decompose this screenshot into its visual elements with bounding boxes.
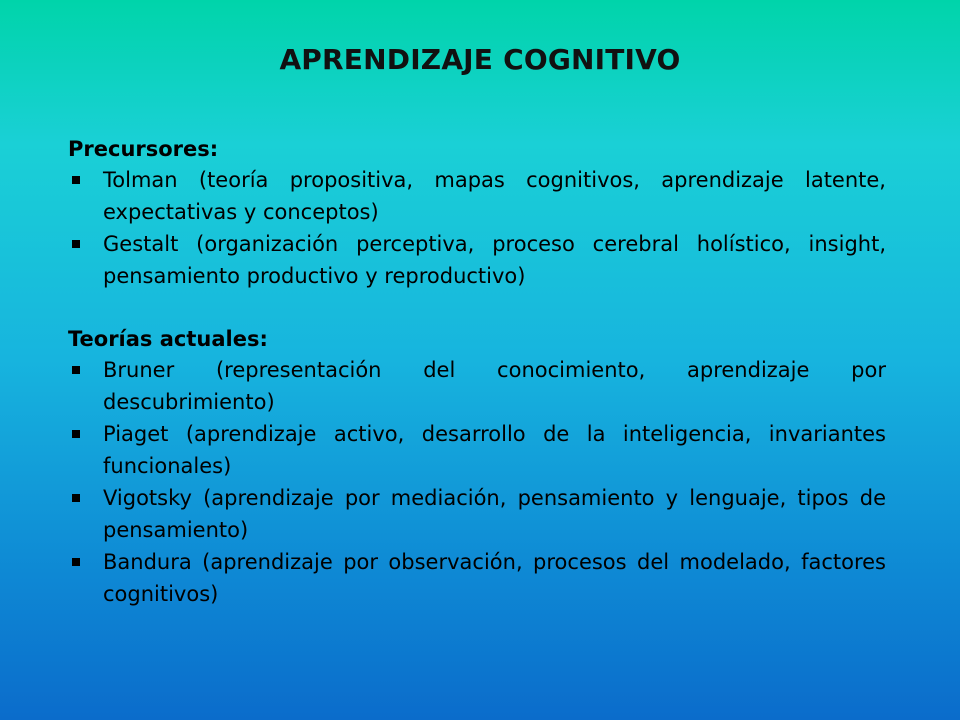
slide-title: APRENDIZAJE COGNITIVO [279,43,681,76]
bullet-list [68,164,886,292]
list-item-text: Gestalt (organización perceptiva, proceso cerebral holístico, insight, pensamiento productivo y reproductivo) [103,232,886,288]
list-item [68,546,886,610]
section-heading: Precursores: [68,137,219,161]
square-bullet-icon [72,176,80,184]
section-spacer [68,292,886,324]
section-teorias-actuales [68,324,886,610]
list-item [68,228,886,292]
slide-content [68,134,886,610]
square-bullet-icon [72,240,80,248]
bullet-list [68,354,886,610]
square-bullet-icon [72,558,80,566]
list-item [68,482,886,546]
section-heading: Teorías actuales: [68,327,268,351]
square-bullet-icon [72,494,80,502]
list-item-text: Piaget (aprendizaje activo, desarrollo de la inteligencia, invariantes funcionales) [103,422,886,478]
list-item-text: Bruner (representación del conocimiento, aprendizaje por descubrimiento) [103,358,886,414]
list-item [68,354,886,418]
list-item-text: Vigotsky (aprendizaje por mediación, pensamiento y lenguaje, tipos de pensamiento) [103,486,886,542]
list-item [68,418,886,482]
square-bullet-icon [72,366,80,374]
section-precursores [68,134,886,292]
square-bullet-icon [72,430,80,438]
list-item [68,164,886,228]
list-item-text: Bandura (aprendizaje por observación, procesos del modelado, factores cognitivos) [103,550,886,606]
list-item-text: Tolman (teoría propositiva, mapas cognitivos, aprendizaje latente, expectativas y conceptos) [103,168,886,224]
